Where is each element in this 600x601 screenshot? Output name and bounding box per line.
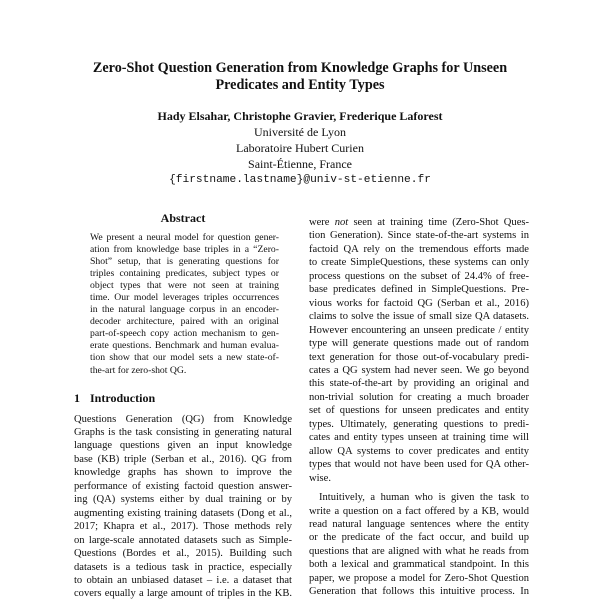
abstract-line: part-of-speech copy action mechanism to gen- (90, 328, 279, 340)
body-line: augmenting existing training datasets (Dong et al., (74, 507, 292, 519)
body-line: wise. (309, 472, 331, 484)
body-line: both a lexical and grammatical standpoint. In this (309, 559, 529, 571)
body-line: covers equally a large amount of triples in the KB. (74, 588, 292, 600)
body-line: non-trivial solution for creating a much broader (309, 391, 529, 403)
body-line: ing (QA) systems either by dual training or by (74, 494, 292, 506)
body-line: or the predicate of the fact occur, and build up (309, 532, 529, 544)
author-block (100, 108, 500, 188)
body-line: on large-scale annotated datasets such as Simple- (74, 534, 292, 546)
body-line: Generation that follows this intuitive process. In (309, 586, 529, 598)
body-line: this state-of-the-art by providing an original and (309, 378, 529, 390)
body-line: base predicates defined in SimpleQuestions. Pre- (309, 284, 529, 296)
body-line (309, 216, 529, 229)
left-column (74, 211, 292, 601)
section-number: 1 (74, 390, 80, 405)
body-line: text generation for those out-of-vocabulary predi- (309, 351, 529, 363)
affiliation-line: Laboratoire Hubert Curien (236, 141, 364, 155)
title-line: Zero-Shot Question Generation from Knowledge Graphs for Unseen (92, 60, 508, 76)
abstract-line: object types that were not seen at training (90, 280, 279, 292)
body-line: to create SimpleQuestions, these systems can only (309, 257, 529, 269)
abstract-line: the-art for zero-shot QG. (90, 364, 187, 376)
body-line: language questions given an input knowledge (74, 440, 292, 452)
abstract-line: Shot” setup, that is generating questions for (90, 256, 279, 268)
body-line: paper, we propose a model for Zero-Shot Question (309, 572, 529, 584)
line-text: were (309, 217, 335, 228)
section-title: Introduction (90, 390, 156, 405)
abstract-line: decoder architecture, paired with an original (90, 316, 279, 328)
abstract-line: time. Our model leverages triples occurrences (90, 292, 279, 304)
body-line: Graphs is the task consisting in generating natural (74, 427, 292, 439)
author-email: {firstname.lastname}@univ-st-etienne.fr (169, 174, 431, 186)
body-line: Questions Generation (QG) from Knowledge (74, 413, 292, 425)
introduction-body (74, 413, 292, 601)
emphasis-not: not (334, 217, 349, 228)
abstract-line: triples containing predicates, subject types or (90, 268, 279, 280)
body-line: Questions (Bordes et al., 2015). Building such (74, 548, 292, 560)
abstract-line: ation from knowledge base triples in a “Zero- (90, 244, 279, 256)
body-line: datasets is a tedious task in practice, especially (74, 561, 292, 573)
line-text: seen at training time (Zero-Shot Ques- (348, 217, 529, 228)
body-line: vious works for factoid QG (Serban et al., 2016) (309, 297, 529, 309)
body-line: However encountering an unseen predicate / entity (309, 324, 529, 336)
paper-title (60, 60, 540, 94)
abstract-heading: Abstract (160, 211, 206, 225)
body-line: cates a QG system had never seen. We go beyond (309, 364, 529, 376)
body-line: cates and entity types unseen at training time will (309, 432, 529, 444)
affiliation-line: Saint-Étienne, France (248, 157, 352, 171)
body-line: base (KB) triple (Serban et al., 2016). QG from (74, 453, 292, 465)
body-line: Intuitively, a human who is given the task to (319, 492, 529, 504)
right-column (309, 216, 529, 599)
body-line: tion Generation). Since state-of-the-art systems in (309, 230, 529, 242)
body-line: type will generate questions made out of random (309, 338, 529, 350)
affiliation-line: Université de Lyon (254, 125, 346, 139)
abstract-line: in the natural language corpus in an encoder- (90, 304, 279, 316)
body-line: types that would not have been used for QA other- (309, 459, 529, 471)
abstract-line: We present a neural model for question gener- (90, 232, 279, 243)
body-line: to obtain an unbiased dataset – i.e. a dataset that (74, 575, 292, 586)
body-line: claims to solve the issue of small size QA datasets. (309, 311, 529, 323)
body-line: types. Ultimately, generating questions to predi- (309, 418, 529, 430)
body-line: set of questions for unseen predicates and entity (309, 405, 529, 417)
body-line: write a question on a fact offered by a KB, would (309, 505, 529, 517)
body-line: questions that are aligned with what he reads from (309, 545, 529, 557)
body-line: performance of existing factoid question answer- (74, 480, 292, 492)
body-line: process questions on the subset of 24.4% of free- (309, 270, 529, 282)
author-names: Hady Elsahar, Christophe Gravier, Frederique Laforest (157, 109, 443, 123)
body-line: allow QA systems to cover predicates and entity (309, 445, 529, 457)
abstract-line: erate questions. Benchmark and human evalua- (90, 340, 279, 352)
body-line: knowledge graphs has shown to improve the (74, 467, 292, 479)
abstract-line: tion show that our model sets a new state-of- (90, 352, 279, 364)
abstract-body (74, 232, 292, 377)
body-line: 2017; Khapra et al., 2017). Those methods rely (74, 521, 292, 533)
title-line: Predicates and Entity Types (215, 77, 385, 93)
body-line: read natural language sentences where the entity (309, 518, 529, 530)
body-line: factoid QA rely on the tremendous efforts made (309, 243, 529, 255)
section-heading (74, 391, 292, 405)
